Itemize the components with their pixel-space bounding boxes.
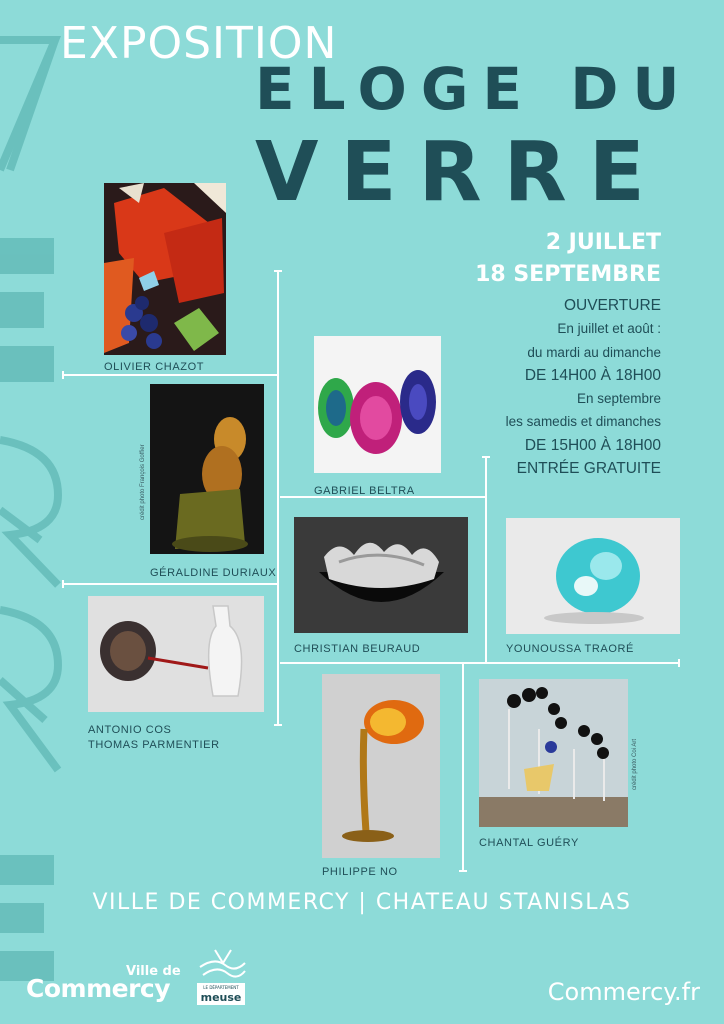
artwork-guery-photo (479, 679, 628, 827)
opening-info (421, 294, 661, 480)
artist-name-traore: YOUNOUSSA TRAORÉ (506, 643, 634, 655)
title-line-2: VERRE (255, 125, 667, 220)
connector-line (462, 662, 464, 872)
meuse-logo-big: meuse (200, 991, 242, 1004)
venue-line: VILLE DE COMMERCY | CHATEAU STANISLAS (92, 890, 632, 915)
artwork-cos-parmentier-photo (88, 596, 264, 712)
connector-dot (62, 371, 64, 379)
artist-name-beuraud: CHRISTIAN BEURAUD (294, 643, 421, 655)
artwork-no-photo (322, 674, 440, 858)
september-days: les samedis et dimanches (505, 414, 661, 430)
end-date: 18 SEPTEMBRE (475, 262, 661, 287)
title-line-1: ELOGE DU (255, 55, 694, 123)
connector-dot (459, 870, 467, 872)
entry-free: ENTRÉE GRATUITE (516, 460, 661, 478)
connector-line (277, 270, 279, 726)
summer-hours: DE 14H00 À 18H00 (524, 366, 661, 384)
connector-line (62, 583, 278, 585)
artist-name-beltra: GABRIEL BELTRA (314, 485, 415, 497)
artwork-chazot-photo (104, 183, 226, 355)
commercy-logo-small: Ville de (126, 964, 181, 979)
summer-days: du mardi au dimanche (527, 344, 661, 360)
opening-heading: OUVERTURE (563, 297, 661, 314)
connector-line (485, 456, 487, 662)
artist-name-parmentier: THOMAS PARMENTIER (88, 739, 220, 751)
connector-dot (62, 580, 64, 588)
meuse-logo-small: LE DÉPARTEMENT (203, 985, 239, 990)
photo-credit-duriaux: crédit photo François Goffier (140, 444, 146, 520)
artist-name-no: PHILIPPE NO (322, 866, 398, 878)
photo-credit-guery: crédit photo Coi Art (632, 738, 638, 790)
summer-label: En juillet et août : (557, 321, 661, 337)
artist-name-cos: ANTONIO COS (88, 724, 172, 736)
artwork-beuraud-photo (294, 517, 468, 633)
artist-name-guery: CHANTAL GUÉRY (479, 837, 579, 849)
commercy-logo-big: Commercy (26, 974, 171, 1003)
connector-dot (482, 456, 490, 458)
website-link[interactable]: Commercy.fr (547, 978, 700, 1006)
connector-line (280, 662, 680, 664)
artist-name-chazot: OLIVIER CHAZOT (104, 361, 205, 373)
september-hours: DE 15H00 À 18H00 (524, 436, 661, 454)
connector-dot (678, 659, 680, 667)
connector-dot (274, 270, 282, 272)
artwork-beltra-photo (314, 336, 441, 473)
meuse-logo (195, 945, 247, 1012)
artwork-traore-photo (506, 518, 680, 634)
artist-name-duriaux: GÉRALDINE DURIAUX (150, 567, 277, 579)
connector-dot (274, 724, 282, 726)
exposition-label: EXPOSITION (60, 18, 338, 69)
september-label: En septembre (576, 391, 661, 407)
start-date: 2 JUILLET (545, 230, 661, 255)
artwork-duriaux-photo (150, 384, 264, 554)
